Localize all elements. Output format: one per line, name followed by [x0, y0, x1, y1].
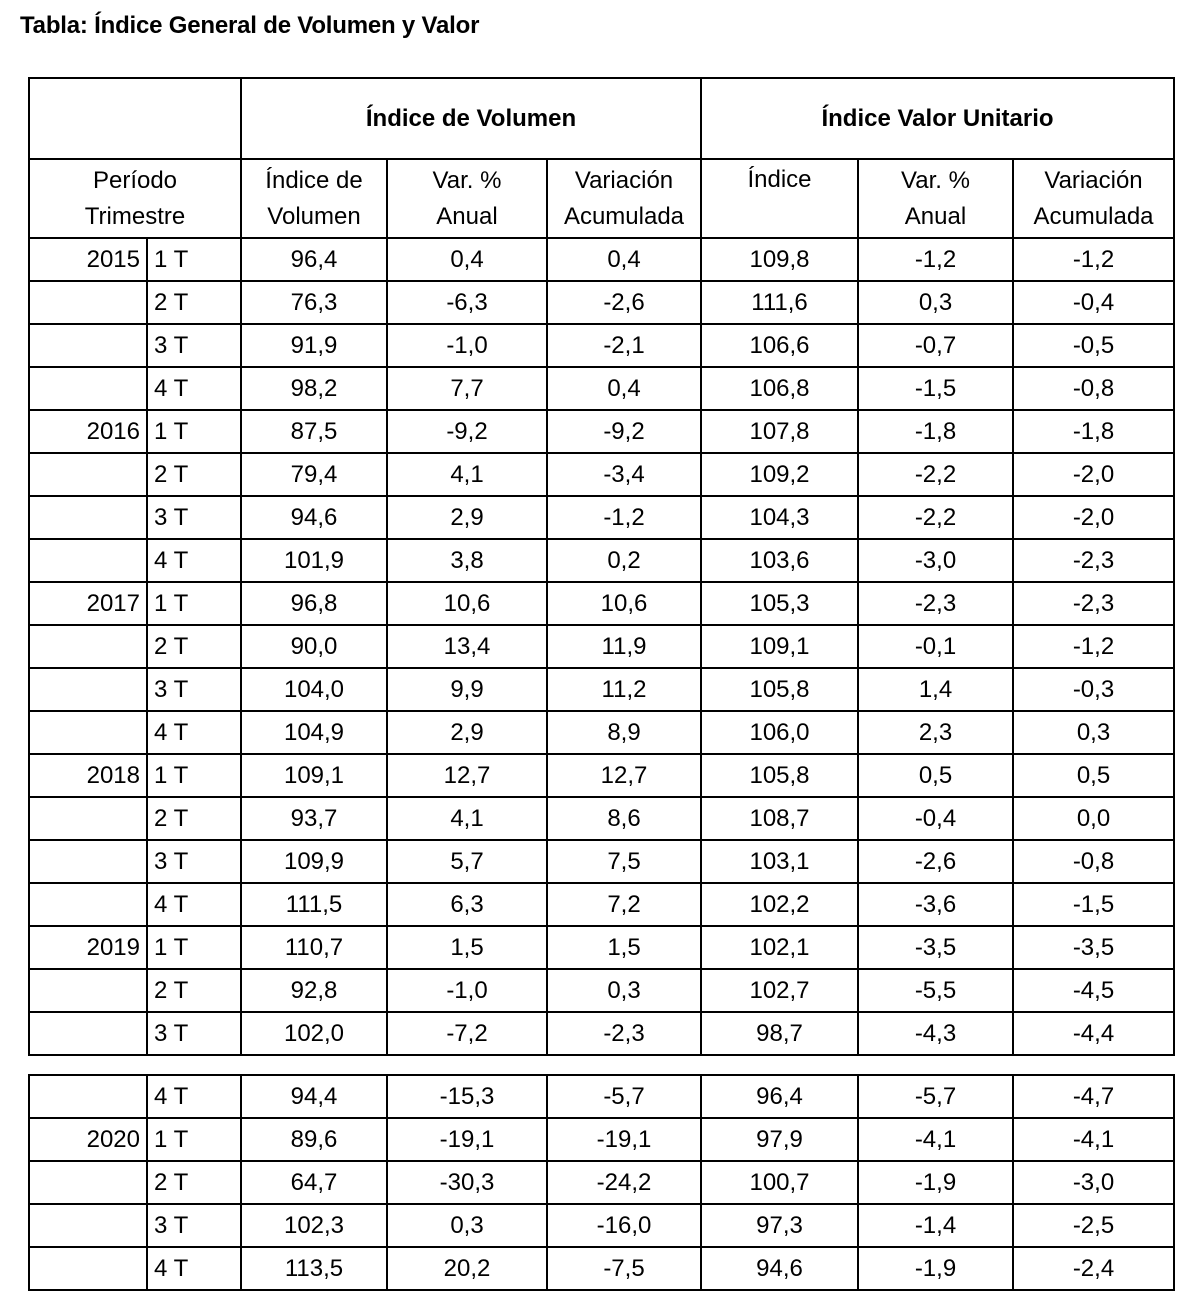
indice-valor-cell: 109,2 — [701, 453, 858, 496]
var-anual-cell: 2,9 — [387, 496, 547, 539]
indice-valor-cell: 106,6 — [701, 324, 858, 367]
indice-valor-cell: 105,3 — [701, 582, 858, 625]
var-acumulada-cell: -9,2 — [547, 410, 701, 453]
var-anual-cell: 5,7 — [387, 840, 547, 883]
indice-volumen-cell: 93,7 — [241, 797, 387, 840]
var-anual-cell: 9,9 — [387, 668, 547, 711]
var-anual-cell: 6,3 — [387, 883, 547, 926]
year-cell: 2017 — [29, 582, 147, 625]
table-row — [29, 238, 1174, 281]
var-acumulada-valor-cell: -2,3 — [1013, 539, 1174, 582]
indice-volumen-cell: 64,7 — [241, 1161, 387, 1204]
indice-volumen-cell: 76,3 — [241, 281, 387, 324]
header-var-anual-valor: Var. % Anual — [858, 159, 1013, 238]
indice-volumen-cell: 109,1 — [241, 754, 387, 797]
var-acumulada-cell: 0,4 — [547, 238, 701, 281]
quarter-cell: 4 T — [147, 1247, 241, 1290]
var-acumulada-cell: 8,9 — [547, 711, 701, 754]
var-acumulada-cell: -3,4 — [547, 453, 701, 496]
var-acumulada-valor-cell: 0,3 — [1013, 711, 1174, 754]
var-anual-valor-cell: -1,5 — [858, 367, 1013, 410]
var-acumulada-valor-cell: -0,4 — [1013, 281, 1174, 324]
indice-valor-cell: 96,4 — [701, 1075, 858, 1118]
table-row — [29, 324, 1174, 367]
var-anual-valor-cell: -0,4 — [858, 797, 1013, 840]
indice-valor-cell: 97,3 — [701, 1204, 858, 1247]
var-anual-cell: 2,9 — [387, 711, 547, 754]
var-acumulada-cell: -2,1 — [547, 324, 701, 367]
var-acumulada-cell: -2,3 — [547, 1012, 701, 1055]
indice-valor-cell: 98,7 — [701, 1012, 858, 1055]
indice-volumen-cell: 102,3 — [241, 1204, 387, 1247]
quarter-cell: 2 T — [147, 281, 241, 324]
year-cell — [29, 1204, 147, 1247]
var-anual-cell: -7,2 — [387, 1012, 547, 1055]
var-acumulada-cell: 0,3 — [547, 969, 701, 1012]
var-acumulada-valor-cell: -2,0 — [1013, 453, 1174, 496]
var-acumulada-valor-cell: -1,8 — [1013, 410, 1174, 453]
quarter-cell: 3 T — [147, 324, 241, 367]
var-acumulada-valor-cell: -2,5 — [1013, 1204, 1174, 1247]
table-row — [29, 926, 1174, 969]
indice-volumen-cell: 104,0 — [241, 668, 387, 711]
group-header-row — [29, 78, 1174, 159]
var-anual-valor-cell: -2,6 — [858, 840, 1013, 883]
quarter-cell: 1 T — [147, 410, 241, 453]
var-acumulada-cell: 10,6 — [547, 582, 701, 625]
var-acumulada-valor-cell: -0,8 — [1013, 367, 1174, 410]
indice-volumen-cell: 90,0 — [241, 625, 387, 668]
var-anual-cell: 0,4 — [387, 238, 547, 281]
var-acumulada-valor-cell: 0,0 — [1013, 797, 1174, 840]
var-anual-cell: -9,2 — [387, 410, 547, 453]
year-cell — [29, 281, 147, 324]
quarter-cell: 3 T — [147, 668, 241, 711]
quarter-cell: 4 T — [147, 883, 241, 926]
year-cell — [29, 1247, 147, 1290]
year-cell — [29, 539, 147, 582]
table-row — [29, 281, 1174, 324]
var-anual-cell: -6,3 — [387, 281, 547, 324]
var-acumulada-cell: -16,0 — [547, 1204, 701, 1247]
indice-volumen-cell: 96,4 — [241, 238, 387, 281]
var-acumulada-cell: -5,7 — [547, 1075, 701, 1118]
indice-valor-cell: 100,7 — [701, 1161, 858, 1204]
table-row — [29, 1012, 1174, 1055]
var-acumulada-cell: 0,4 — [547, 367, 701, 410]
var-acumulada-cell: 1,5 — [547, 926, 701, 969]
year-cell — [29, 883, 147, 926]
var-acumulada-cell: 12,7 — [547, 754, 701, 797]
quarter-cell: 4 T — [147, 367, 241, 410]
table-row — [29, 840, 1174, 883]
var-acumulada-cell: 11,9 — [547, 625, 701, 668]
quarter-cell: 1 T — [147, 238, 241, 281]
var-anual-cell: -30,3 — [387, 1161, 547, 1204]
var-acumulada-valor-cell: -3,0 — [1013, 1161, 1174, 1204]
indice-volumen-cell: 96,8 — [241, 582, 387, 625]
indice-valor-cell: 102,7 — [701, 969, 858, 1012]
var-acumulada-valor-cell: -4,4 — [1013, 1012, 1174, 1055]
quarter-cell: 2 T — [147, 1161, 241, 1204]
page-title: Tabla: Índice General de Volumen y Valor — [20, 12, 480, 39]
var-acumulada-valor-cell: -2,3 — [1013, 582, 1174, 625]
var-anual-valor-cell: -0,7 — [858, 324, 1013, 367]
header-var-acumulada: Variación Acumulada — [547, 159, 701, 238]
quarter-cell: 2 T — [147, 453, 241, 496]
indice-valor-cell: 103,6 — [701, 539, 858, 582]
data-table-continuation — [28, 1074, 1175, 1291]
var-anual-cell: 10,6 — [387, 582, 547, 625]
quarter-cell: 1 T — [147, 754, 241, 797]
var-acumulada-valor-cell: 0,5 — [1013, 754, 1174, 797]
table-row — [29, 883, 1174, 926]
var-anual-valor-cell: 0,5 — [858, 754, 1013, 797]
indice-volumen-cell: 104,9 — [241, 711, 387, 754]
var-acumulada-cell: 11,2 — [547, 668, 701, 711]
table-row — [29, 1161, 1174, 1204]
quarter-cell: 3 T — [147, 1204, 241, 1247]
var-acumulada-cell: -1,2 — [547, 496, 701, 539]
column-header-row — [29, 159, 1174, 238]
year-cell — [29, 668, 147, 711]
var-acumulada-cell: -24,2 — [547, 1161, 701, 1204]
var-anual-valor-cell: -3,5 — [858, 926, 1013, 969]
var-acumulada-cell: -19,1 — [547, 1118, 701, 1161]
var-anual-cell: 0,3 — [387, 1204, 547, 1247]
var-anual-valor-cell: -1,9 — [858, 1247, 1013, 1290]
var-anual-cell: -1,0 — [387, 324, 547, 367]
var-anual-cell: 4,1 — [387, 797, 547, 840]
var-anual-cell: 13,4 — [387, 625, 547, 668]
table-row — [29, 969, 1174, 1012]
year-cell — [29, 324, 147, 367]
year-cell: 2015 — [29, 238, 147, 281]
var-anual-cell: -15,3 — [387, 1075, 547, 1118]
data-table — [28, 77, 1175, 1056]
var-acumulada-valor-cell: -4,5 — [1013, 969, 1174, 1012]
year-cell — [29, 1012, 147, 1055]
var-anual-valor-cell: -2,2 — [858, 496, 1013, 539]
var-anual-cell: 20,2 — [387, 1247, 547, 1290]
var-anual-cell: -19,1 — [387, 1118, 547, 1161]
year-cell: 2020 — [29, 1118, 147, 1161]
indice-volumen-cell: 92,8 — [241, 969, 387, 1012]
var-anual-cell: 3,8 — [387, 539, 547, 582]
header-indice-volumen: Índice de Volumen — [241, 159, 387, 238]
var-acumulada-valor-cell: -1,2 — [1013, 238, 1174, 281]
var-anual-cell: 1,5 — [387, 926, 547, 969]
quarter-cell: 1 T — [147, 926, 241, 969]
indice-volumen-cell: 109,9 — [241, 840, 387, 883]
indice-valor-cell: 108,7 — [701, 797, 858, 840]
var-anual-valor-cell: -3,0 — [858, 539, 1013, 582]
indice-volumen-cell: 101,9 — [241, 539, 387, 582]
var-acumulada-cell: 8,6 — [547, 797, 701, 840]
quarter-cell: 2 T — [147, 625, 241, 668]
indice-volumen-cell: 91,9 — [241, 324, 387, 367]
year-cell — [29, 453, 147, 496]
var-anual-valor-cell: -1,8 — [858, 410, 1013, 453]
table-row — [29, 453, 1174, 496]
var-anual-valor-cell: -4,3 — [858, 1012, 1013, 1055]
quarter-cell: 1 T — [147, 582, 241, 625]
quarter-cell: 1 T — [147, 1118, 241, 1161]
indice-valor-cell: 97,9 — [701, 1118, 858, 1161]
year-cell — [29, 711, 147, 754]
var-anual-valor-cell: -2,2 — [858, 453, 1013, 496]
quarter-cell: 3 T — [147, 840, 241, 883]
var-anual-valor-cell: 2,3 — [858, 711, 1013, 754]
var-acumulada-valor-cell: -2,4 — [1013, 1247, 1174, 1290]
indice-valor-cell: 107,8 — [701, 410, 858, 453]
var-acumulada-cell: 7,5 — [547, 840, 701, 883]
indice-volumen-cell: 111,5 — [241, 883, 387, 926]
quarter-cell: 4 T — [147, 539, 241, 582]
year-cell — [29, 367, 147, 410]
var-anual-cell: 4,1 — [387, 453, 547, 496]
group-header-volumen: Índice de Volumen — [241, 78, 701, 159]
year-cell — [29, 1075, 147, 1118]
var-anual-valor-cell: -1,2 — [858, 238, 1013, 281]
var-anual-cell: -1,0 — [387, 969, 547, 1012]
indice-volumen-cell: 113,5 — [241, 1247, 387, 1290]
indice-valor-cell: 102,1 — [701, 926, 858, 969]
table-row — [29, 1075, 1174, 1118]
indice-valor-cell: 94,6 — [701, 1247, 858, 1290]
table-row — [29, 367, 1174, 410]
indice-volumen-cell: 94,6 — [241, 496, 387, 539]
var-acumulada-cell: -2,6 — [547, 281, 701, 324]
var-acumulada-cell: 7,2 — [547, 883, 701, 926]
table-row — [29, 410, 1174, 453]
var-acumulada-valor-cell: -0,3 — [1013, 668, 1174, 711]
var-anual-cell: 7,7 — [387, 367, 547, 410]
quarter-cell: 4 T — [147, 711, 241, 754]
indice-valor-cell: 105,8 — [701, 754, 858, 797]
year-cell — [29, 1161, 147, 1204]
table-row — [29, 1118, 1174, 1161]
quarter-cell: 2 T — [147, 797, 241, 840]
indice-volumen-cell: 102,0 — [241, 1012, 387, 1055]
year-cell — [29, 840, 147, 883]
group-header-valor: Índice Valor Unitario — [701, 78, 1174, 159]
table-row — [29, 582, 1174, 625]
var-anual-valor-cell: -1,9 — [858, 1161, 1013, 1204]
indice-volumen-cell: 79,4 — [241, 453, 387, 496]
year-cell — [29, 797, 147, 840]
var-acumulada-valor-cell: -4,7 — [1013, 1075, 1174, 1118]
table-row — [29, 1247, 1174, 1290]
table-row — [29, 754, 1174, 797]
var-acumulada-cell: 0,2 — [547, 539, 701, 582]
table-row — [29, 539, 1174, 582]
quarter-cell: 3 T — [147, 496, 241, 539]
var-anual-valor-cell: 1,4 — [858, 668, 1013, 711]
indice-valor-cell: 104,3 — [701, 496, 858, 539]
indice-valor-cell: 103,1 — [701, 840, 858, 883]
quarter-cell: 4 T — [147, 1075, 241, 1118]
indice-volumen-cell: 89,6 — [241, 1118, 387, 1161]
header-var-acumulada-valor: Variación Acumulada — [1013, 159, 1174, 238]
var-acumulada-valor-cell: -1,5 — [1013, 883, 1174, 926]
var-anual-cell: 12,7 — [387, 754, 547, 797]
indice-volumen-cell: 98,2 — [241, 367, 387, 410]
var-acumulada-cell: -7,5 — [547, 1247, 701, 1290]
table-row — [29, 711, 1174, 754]
year-cell — [29, 969, 147, 1012]
var-anual-valor-cell: -4,1 — [858, 1118, 1013, 1161]
indice-valor-cell: 105,8 — [701, 668, 858, 711]
year-cell — [29, 496, 147, 539]
year-cell — [29, 625, 147, 668]
var-acumulada-valor-cell: -2,0 — [1013, 496, 1174, 539]
table-row — [29, 668, 1174, 711]
header-var-anual: Var. % Anual — [387, 159, 547, 238]
var-anual-valor-cell: -3,6 — [858, 883, 1013, 926]
year-cell: 2016 — [29, 410, 147, 453]
indice-valor-cell: 109,1 — [701, 625, 858, 668]
header-indice: Índice — [701, 159, 858, 238]
indice-volumen-cell: 94,4 — [241, 1075, 387, 1118]
indice-valor-cell: 106,0 — [701, 711, 858, 754]
year-cell: 2019 — [29, 926, 147, 969]
var-anual-valor-cell: -0,1 — [858, 625, 1013, 668]
var-acumulada-valor-cell: -3,5 — [1013, 926, 1174, 969]
table-row — [29, 625, 1174, 668]
indice-volumen-cell: 87,5 — [241, 410, 387, 453]
year-cell: 2018 — [29, 754, 147, 797]
table-row — [29, 496, 1174, 539]
var-acumulada-valor-cell: -1,2 — [1013, 625, 1174, 668]
var-acumulada-valor-cell: -0,8 — [1013, 840, 1174, 883]
empty-header-cell — [29, 78, 241, 159]
indice-valor-cell: 111,6 — [701, 281, 858, 324]
var-anual-valor-cell: 0,3 — [858, 281, 1013, 324]
quarter-cell: 3 T — [147, 1012, 241, 1055]
var-anual-valor-cell: -2,3 — [858, 582, 1013, 625]
indice-valor-cell: 102,2 — [701, 883, 858, 926]
indice-valor-cell: 106,8 — [701, 367, 858, 410]
var-anual-valor-cell: -1,4 — [858, 1204, 1013, 1247]
quarter-cell: 2 T — [147, 969, 241, 1012]
var-anual-valor-cell: -5,7 — [858, 1075, 1013, 1118]
var-anual-valor-cell: -5,5 — [858, 969, 1013, 1012]
table-row — [29, 797, 1174, 840]
header-periodo: Período Trimestre — [29, 159, 241, 238]
table-row — [29, 1204, 1174, 1247]
indice-volumen-cell: 110,7 — [241, 926, 387, 969]
var-acumulada-valor-cell: -4,1 — [1013, 1118, 1174, 1161]
var-acumulada-valor-cell: -0,5 — [1013, 324, 1174, 367]
indice-valor-cell: 109,8 — [701, 238, 858, 281]
